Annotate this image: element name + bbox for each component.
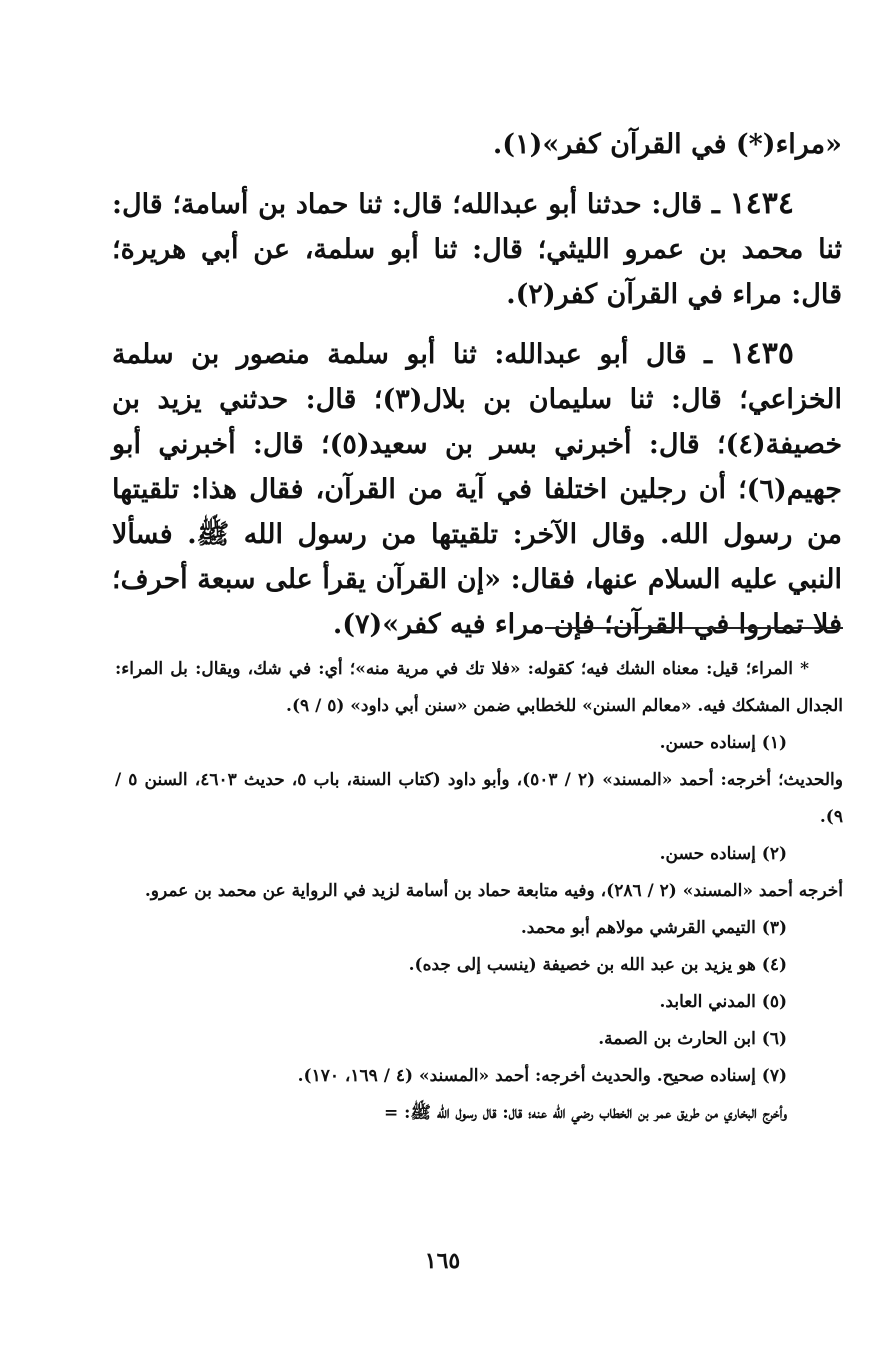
footnote-7-continuation: وأخرج البخاري من طريق عمر بن الخطاب رضي الله عنه؛ قال: قال رسول الله ﷺ: =	[383, 1103, 787, 1123]
page-number: ١٦٥	[424, 1248, 461, 1274]
hadith-1434	[112, 181, 842, 317]
footnote-2: (٢) إسناده حسن.	[659, 844, 787, 864]
hadith-1435	[112, 331, 842, 647]
hadith-number: ١٤٣٤	[729, 186, 794, 221]
footnotes	[115, 651, 843, 1132]
footnote-1-continuation: والحديث؛ أخرجه: أحمد «المسند» (٢ / ٥٠٣)، وأبو داود (كتاب السنة، باب ٥، حديث ٤٦٠٣، السنن ٥ / ٩).	[115, 770, 843, 827]
footnote-3: (٣) التيمي القرشي مولاهم أبو محمد.	[520, 918, 787, 938]
footnote-7: (٧) إسناده صحيح. والحديث أخرجه: أحمد «المسند» (٤ / ١٦٩، ١٧٠).	[297, 1066, 787, 1086]
hadith-number: ١٤٣٥	[729, 336, 794, 371]
footnote-1: (١) إسناده حسن.	[659, 733, 787, 753]
footnote-5: (٥) المدني العابد.	[659, 992, 787, 1012]
main-text	[112, 122, 842, 661]
hadith-text: ـ قال: حدثنا أبو عبدالله؛ قال: ثنا حماد بن أسامة؛ قال: ثنا محمد بن عمرو الليثي؛ قال: ثنا أبو سلمة، عن أبي هريرة؛ قال: مراء في القرآن كفر(٢).	[112, 189, 842, 310]
footnote-6: (٦) ابن الحارث بن الصمة.	[598, 1029, 787, 1049]
footnote-star: * المراء؛ قيل: معناه الشك فيه؛ كقوله: «فلا تك في مرية منه»؛ أي: في شك، ويقال: بل المراء: الجدال المشكك فيه. «معالم السنن» للخطابي ضمن «سنن أبي داود» (٥ / ٩).	[115, 659, 843, 716]
opening-line: «مراء(*) في القرآن كفر»(١).	[492, 129, 842, 160]
footnote-2-continuation: أخرجه أحمد «المسند» (٢ / ٢٨٦)، وفيه متابعة حماد بن أسامة لزيد في الرواية عن محمد بن عمرو.	[144, 881, 843, 901]
footnote-separator	[545, 627, 843, 629]
hadith-text: ـ قال أبو عبدالله: ثنا أبو سلمة منصور بن سلمة الخزاعي؛ قال: ثنا سليمان بن بلال(٣)؛ قال: حدثني يزيد بن خصيفة(٤)؛ قال: أخبرني بسر بن سعيد(٥)؛ قال: أخبرني أبو جهيم(٦)؛ أن رجلين اختلفا في آية من القرآن، فقال هذا: تلقيتها من رسول الله. وقال الآخر: تلقيتها من رسول الله ﷺ. فسألا النبي عليه السلام عنها، فقال: «إن القرآن يقرأ على سبعة أحرف؛ فلا تماروا في القرآن؛ فإن مراء فيه كفر»(٧).	[112, 339, 843, 640]
footnote-4: (٤) هو يزيد بن عبد الله بن خصيفة (ينسب إلى جده).	[408, 955, 787, 975]
